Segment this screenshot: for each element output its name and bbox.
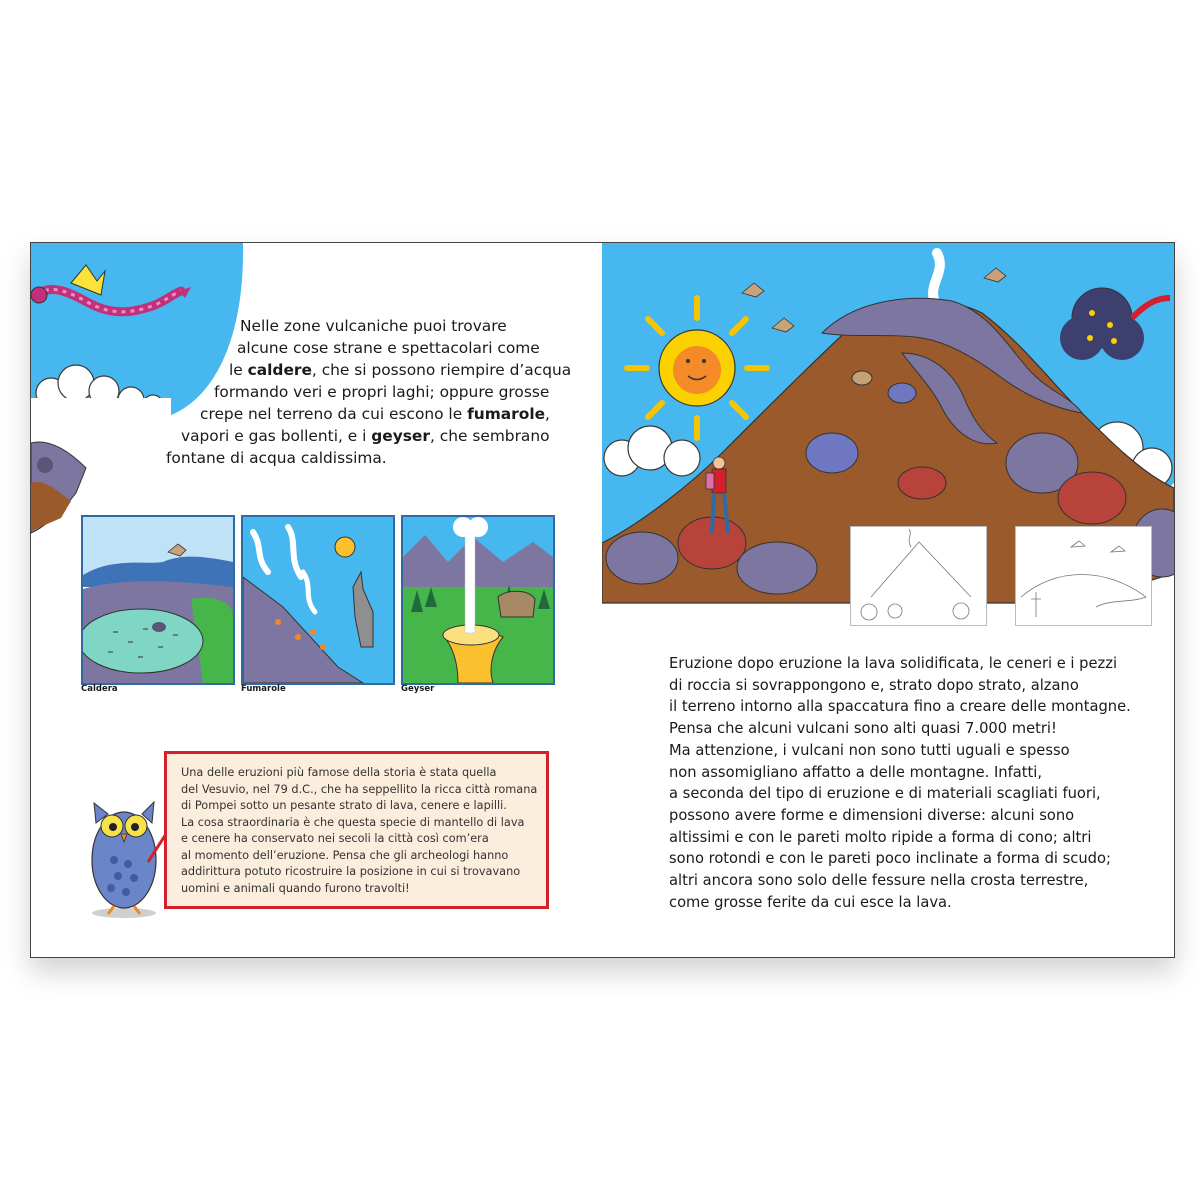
slope-left (31, 442, 86, 533)
body-line: Pensa che alcuni vulcani sono alti quasi 7.000 metri! (669, 720, 1057, 738)
intro-line (156, 447, 576, 469)
intro-segment: vapori e gas bollenti, e i (181, 427, 372, 445)
body-line: come grosse ferite da cui esce la lava. (669, 893, 952, 911)
book-spread (30, 242, 1175, 958)
intro-segment: , che si possono riempire d’acqua (311, 361, 572, 379)
thumbnail-fumarole (241, 515, 395, 685)
note-line: del Vesuvio, nel 79 d.C., che ha seppellito la ricca città romana (181, 782, 538, 796)
body-line: a seconda del tipo di eruzione e di materiali scagliati fuori, (669, 785, 1101, 803)
cloud-base (31, 398, 171, 428)
body-line: altissimi e con le pareti molto ripide a forma di cono; altri (669, 828, 1092, 846)
note-line: addirittura potuto ricostruire la posizione in cui si trovavano (181, 865, 521, 878)
note-box (164, 751, 549, 909)
note-line: e cenere ha conservato nei secoli la città così com’era (181, 832, 489, 845)
intro-line (156, 315, 576, 337)
body-line: Eruzione dopo eruzione la lava solidificata, le ceneri e i pezzi (669, 655, 1118, 672)
intro-segment: Nelle zone vulcaniche puoi trovare (240, 317, 507, 335)
intro-segment: le (229, 361, 248, 379)
intro-line (156, 337, 576, 359)
intro-paragraph (156, 315, 576, 469)
caldera-illustration (83, 517, 233, 683)
geyser-illustration (403, 517, 553, 683)
intro-segment: alcune cose strane e spettacolari come (237, 339, 540, 357)
note-line: Una delle eruzioni più famose della storia è stata quella (181, 766, 497, 779)
intro-segment: formando veri e propri laghi; oppure grosse (214, 383, 550, 401)
sketch-cone-art (851, 527, 986, 625)
body-line: altri ancora sono solo delle fessure nella crosta terrestre, (669, 872, 1089, 890)
intro-line (156, 403, 576, 425)
body-line: possono avere forme e dimensioni diverse: alcuni sono (669, 806, 1075, 824)
intro-segment: , che sembrano (429, 427, 550, 445)
sketch-cone-volcano (850, 526, 987, 626)
intro-line (156, 425, 576, 447)
term-fumarole: fumarole (467, 405, 546, 423)
body-line: il terreno intorno alla spaccatura fino a creare delle montagne. (669, 698, 1131, 716)
term-caldere: caldere (247, 361, 312, 379)
note-line: di Pompei sotto un pesante strato di lava, cenere e lapilli. (181, 799, 507, 812)
intro-segment: , (545, 405, 550, 423)
sketch-shield-art (1016, 527, 1151, 625)
caption-geyser: Geyser (401, 684, 435, 694)
caption-caldera: Caldera (81, 684, 118, 694)
thumbnail-geyser (401, 515, 555, 685)
intro-segment: crepe nel terreno da cui escono le (200, 405, 468, 423)
intro-line (156, 381, 576, 403)
intro-line (156, 359, 576, 381)
term-geyser: geyser (371, 427, 430, 445)
body-line: Ma attenzione, i vulcani non sono tutti uguali e spesso (669, 741, 1070, 759)
fumarole-illustration (243, 517, 393, 683)
intro-segment: fontane di acqua caldissima. (166, 449, 387, 467)
owl-mascot-icon (86, 798, 166, 918)
caption-fumarole: Fumarole (241, 684, 286, 694)
right-page (602, 243, 1174, 957)
body-line: non assomigliano affatto a delle montagne. Infatti, (669, 763, 1043, 781)
left-page (31, 243, 602, 957)
body-line: di roccia si sovrappongono e, strato dopo strato, alzano (669, 676, 1079, 694)
sketch-shield-volcano (1015, 526, 1152, 626)
note-line: La cosa straordinaria è che questa specie di mantello di lava (181, 815, 525, 829)
note-line: al momento dell’eruzione. Pensa che gli archeologi hanno (181, 848, 509, 862)
thumbnail-caldera (81, 515, 235, 685)
sun-icon (627, 298, 767, 438)
body-paragraph (669, 653, 1159, 913)
note-line: uomini e animali quando furono travolti! (181, 881, 410, 895)
body-line: sono rotondi e con le pareti poco inclinate a forma di scudo; (669, 850, 1111, 868)
